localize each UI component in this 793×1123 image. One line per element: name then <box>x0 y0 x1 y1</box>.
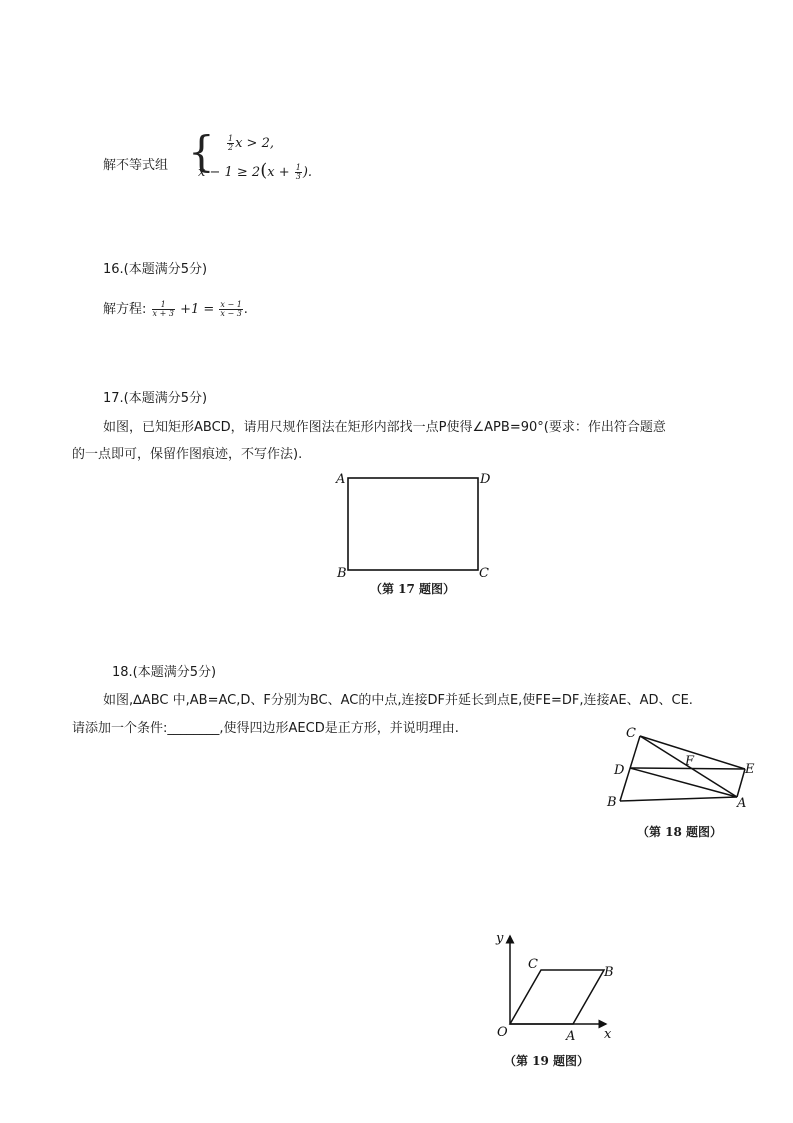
label-D: D <box>614 763 625 778</box>
q17-heading: 17.(本题满分5分) <box>103 391 208 406</box>
q18-line-1: 如图,∆ABC 中,AB=AC,D、F分别为BC、AC的中点,连接DF并延长到点E,使FE=DF,连接AE、AD、CE. <box>103 693 693 708</box>
label-D: D <box>480 472 491 487</box>
label-E: E <box>745 762 755 777</box>
fraction-third: $\frac{1}{3}$ <box>295 163 301 181</box>
q16-equation: 解方程: $\frac{1}{x + 3}$ +1 = $\frac{x - 1}{x - 3}$ . <box>103 300 248 318</box>
fraction-half: $\frac{1}{2}$ <box>228 134 234 152</box>
q16-heading: 16.(本题满分5分) <box>103 262 208 277</box>
q17-figure-caption: （第 17 题图） <box>370 582 456 596</box>
fraction-rhs: $\frac{x - 1}{x - 3}$ <box>220 300 242 318</box>
q17-line-2: 的一点即可，保留作图痕迹，不写作法). <box>72 447 303 462</box>
label-y: y <box>496 931 504 946</box>
label-B: B <box>607 795 617 810</box>
parallelogram-oabc <box>510 970 604 1024</box>
q15-equation-2: x − 1 ≥ 2(x + $\frac{1}{3}$ ). <box>198 160 313 181</box>
label-F: F <box>685 754 695 769</box>
system-brace: { <box>188 127 215 176</box>
q19-figure-caption: （第 19 题图） <box>504 1054 590 1068</box>
q18-heading: 18.(本题满分5分) <box>112 665 217 680</box>
q15-equation-1: $\frac{1}{2}$ x > 2, <box>228 134 274 152</box>
label-B: B <box>337 566 347 581</box>
label-x: x <box>604 1027 612 1042</box>
rectangle-abcd-figure <box>330 465 500 585</box>
segment-DA <box>630 768 737 797</box>
label-A: A <box>737 796 747 811</box>
label-A: A <box>566 1029 576 1044</box>
q18-line-2: 请添加一个条件:________,使得四边形AECD是正方形，并说明理由. <box>72 721 459 736</box>
label-C: C <box>479 566 489 581</box>
q15-prefix: 解不等式组 <box>103 158 169 173</box>
segment-BA <box>620 797 737 801</box>
label-C: C <box>626 726 636 741</box>
q17-line-1: 如图，已知矩形ABCD，请用尺规作图法在矩形内部找一点P使得∠APB=90°(要求：作出符合题意 <box>103 420 666 435</box>
label-C: C <box>528 957 538 972</box>
segment-AE <box>737 769 745 797</box>
fraction-lhs: $\frac{1}{x + 3}$ <box>152 300 174 318</box>
label-A: A <box>336 472 346 487</box>
label-B: B <box>604 965 614 980</box>
q18-figure-caption: （第 18 题图） <box>637 825 723 839</box>
rectangle-abcd <box>348 478 478 570</box>
label-O: O <box>497 1025 508 1040</box>
triangle-square-figure <box>600 720 765 820</box>
parallelogram-axes-figure <box>480 928 620 1048</box>
